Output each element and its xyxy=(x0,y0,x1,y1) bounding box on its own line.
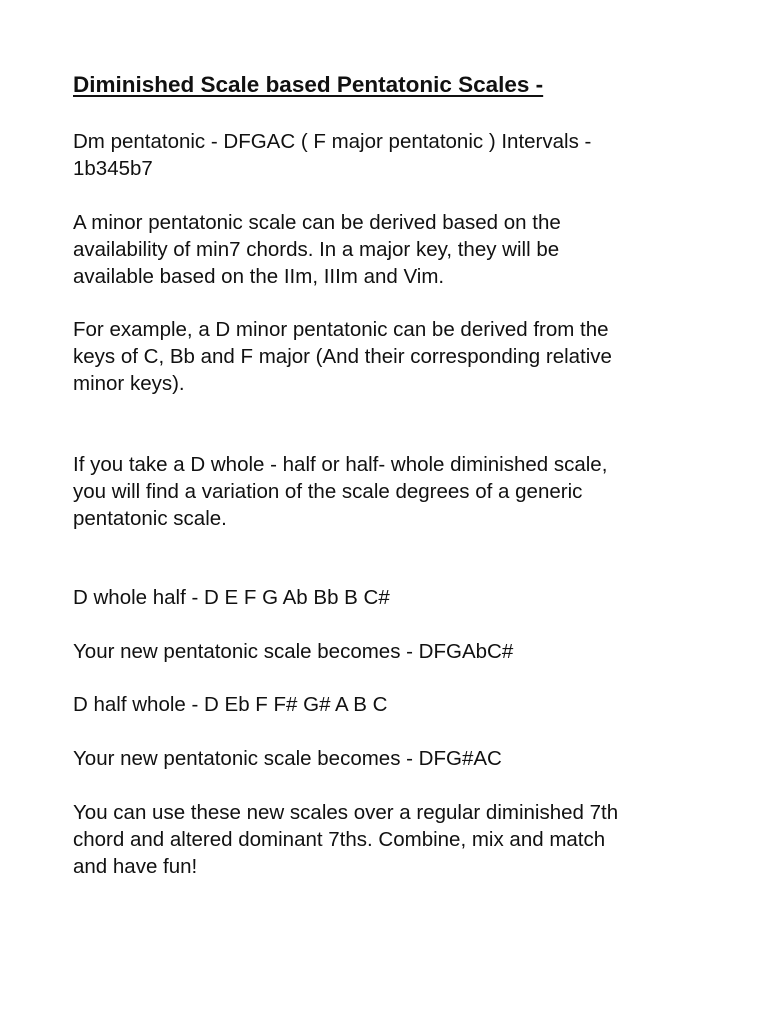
paragraph-example xyxy=(73,316,713,397)
text-line: A minor pentatonic scale can be derived based on the xyxy=(73,211,561,234)
text-line: If you take a D whole - half or half- whole diminished scale, xyxy=(73,453,608,476)
paragraph-dm-pentatonic xyxy=(73,128,713,182)
paragraph-usage xyxy=(73,799,713,880)
paragraph-new-pentatonic-1 xyxy=(73,638,713,665)
text-line: pentatonic scale. xyxy=(73,507,227,530)
text-line: available based on the IIm, IIIm and Vim. xyxy=(73,265,445,288)
text-line: Your new pentatonic scale becomes - DFGAbC# xyxy=(73,640,514,663)
text-line: For example, a D minor pentatonic can be derived from the xyxy=(73,318,609,341)
paragraph-diminished-variation xyxy=(73,451,713,532)
document-title: Diminished Scale based Pentatonic Scales - xyxy=(73,72,544,97)
text-line: You can use these new scales over a regular diminished 7th xyxy=(73,801,619,824)
text-line: Dm pentatonic - DFGAC ( F major pentatonic ) Intervals - xyxy=(73,130,592,153)
paragraph-whole-half-scale xyxy=(73,584,713,611)
paragraph-half-whole-scale xyxy=(73,691,713,718)
paragraph-new-pentatonic-2 xyxy=(73,745,713,772)
text-line: keys of C, Bb and F major (And their corresponding relative xyxy=(73,345,612,368)
text-line: minor keys). xyxy=(73,372,185,395)
text-line: D half whole - D Eb F F# G# A B C xyxy=(73,693,388,716)
paragraph-minor-pentatonic-derivation xyxy=(73,209,713,290)
text-line: chord and altered dominant 7ths. Combine, mix and match xyxy=(73,828,606,851)
document-page xyxy=(73,70,713,878)
text-line: and have fun! xyxy=(73,855,198,878)
text-line: D whole half - D E F G Ab Bb B C# xyxy=(73,586,390,609)
text-line: you will find a variation of the scale degrees of a generic xyxy=(73,480,583,503)
text-line: Your new pentatonic scale becomes - DFG#AC xyxy=(73,747,502,770)
text-line: availability of min7 chords. In a major key, they will be xyxy=(73,238,560,261)
text-line: 1b345b7 xyxy=(73,157,153,180)
